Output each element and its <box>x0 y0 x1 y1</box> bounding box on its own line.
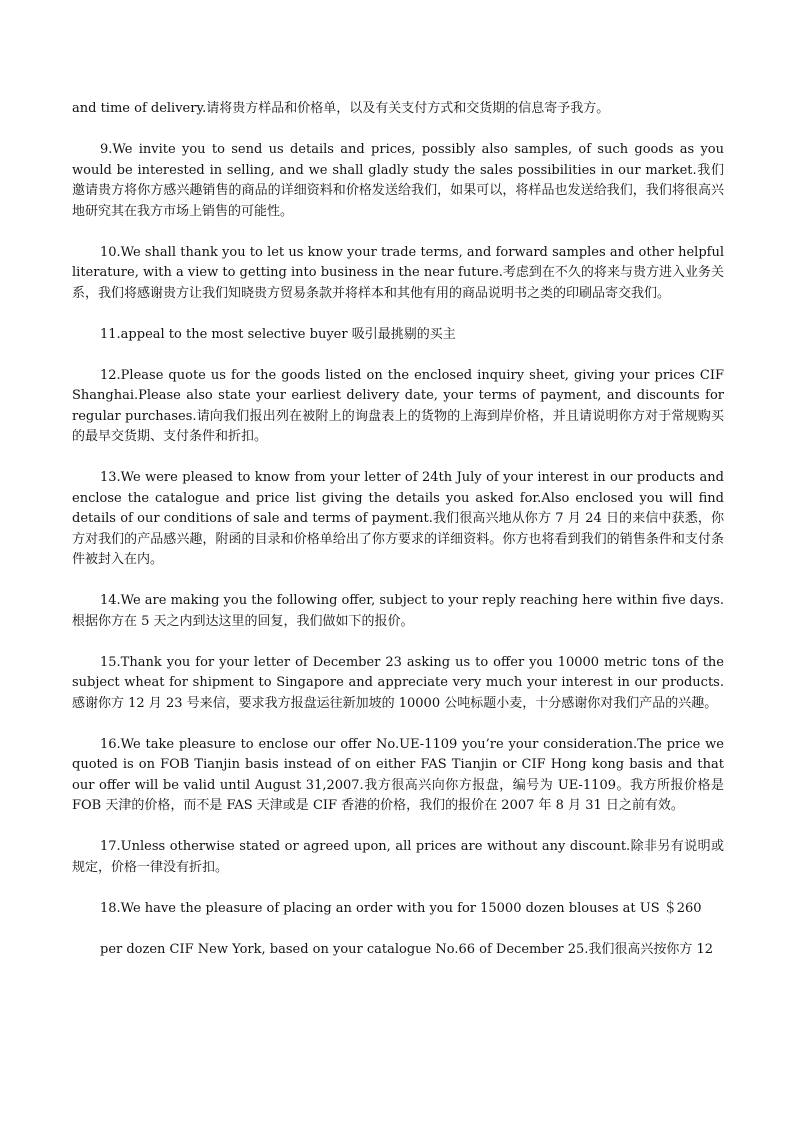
paragraph-18: 18.We have the pleasure of placing an order with you for 15000 dozen blouses at US ＄260 <box>100 900 702 916</box>
paragraph-11: 11.appeal to the most selective buyer 吸引最挑剔的买主 <box>100 326 456 342</box>
paragraph-9: 9.We invite you to send us details and prices, possibly also samples, of such goods as you would be interested in selling, and we shall gladly study the sales possibilities in our market.我们邀请贵方将你方感兴趣销售的商品的详细资料和价格发送给我们，如果可以，将样品也发送给我们，我们将很高兴地研究其在我方市场上销售的可能性。 <box>72 142 724 219</box>
paragraph-8-tail: and time of delivery.请将贵方样品和价格单，以及有关支付方式和交货期的信息寄予我方。 <box>72 101 610 116</box>
paragraph-16: 16.We take pleasure to enclose our offer No.UE-1109 you’re your consideration.The price we quoted is on FOB Tianjin basis instead of on either FAS Tianjin or CIF Hong kong basis and that our offer will be valid until August 31,2007.我方很高兴向你方报盘，编号为 UE-1109。我方所报价格是 FOB 天津的价格，而不是 FAS 天津或是 CIF 香港的价格，我们的报价在 2007 年 8 月 31 日之前有效。 <box>72 736 724 813</box>
paragraph-17: 17.Unless otherwise stated or agreed upon, all prices are without any discount.除非另有说明或规定，价格一律没有折扣。 <box>72 839 724 875</box>
paragraph-10: 10.We shall thank you to let us know your trade terms, and forward samples and other helpful literature, with a view to getting into business in the near future.考虑到在不久的将来与贵方进入业务关系，我们将感谢贵方让我们知晓贵方贸易条款并将样本和其他有用的商品说明书之类的印刷品寄交我们。 <box>72 244 724 301</box>
paragraph-18-continuation: per dozen CIF New York, based on your catalogue No.66 of December 25.我们很高兴按你方 12 <box>100 942 714 957</box>
paragraph-12: 12.Please quote us for the goods listed on the enclosed inquiry sheet, giving your prices CIF Shanghai.Please also state your earliest delivery date, your terms of payment, and discounts for regular purchases.请向我们报出列在被附上的询盘表上的货物的上海到岸价格，并且请说明你方对于常规购买的最早交货期、支付条件和折扣。 <box>72 367 724 444</box>
paragraph-15: 15.Thank you for your letter of December 23 asking us to offer you 10000 metric tons of the subject wheat for shipment to Singapore and appreciate very much your interest in our products.感谢你方 12 月 23 号来信，要求我方报盘运往新加坡的 10000 公吨标题小麦，十分感谢你对我们产品的兴趣。 <box>72 654 724 711</box>
paragraph-14: 14.We are making you the following offer, subject to your reply reaching here within five days.根据你方在 5 天之内到达这里的回复，我们做如下的报价。 <box>72 593 724 629</box>
paragraph-13: 13.We were pleased to know from your letter of 24th July of your interest in our products and enclose the catalogue and price list giving the details you asked for.Also enclosed you will find details of our conditions of sale and terms of payment.我们很高兴地从你方 7 月 24 日的来信中获悉，你方对我们的产品感兴趣，附函的目录和价格单给出了你方要求的详细资料。你方也将看到我们的销售条件和支付条件被封入在内。 <box>72 470 724 567</box>
